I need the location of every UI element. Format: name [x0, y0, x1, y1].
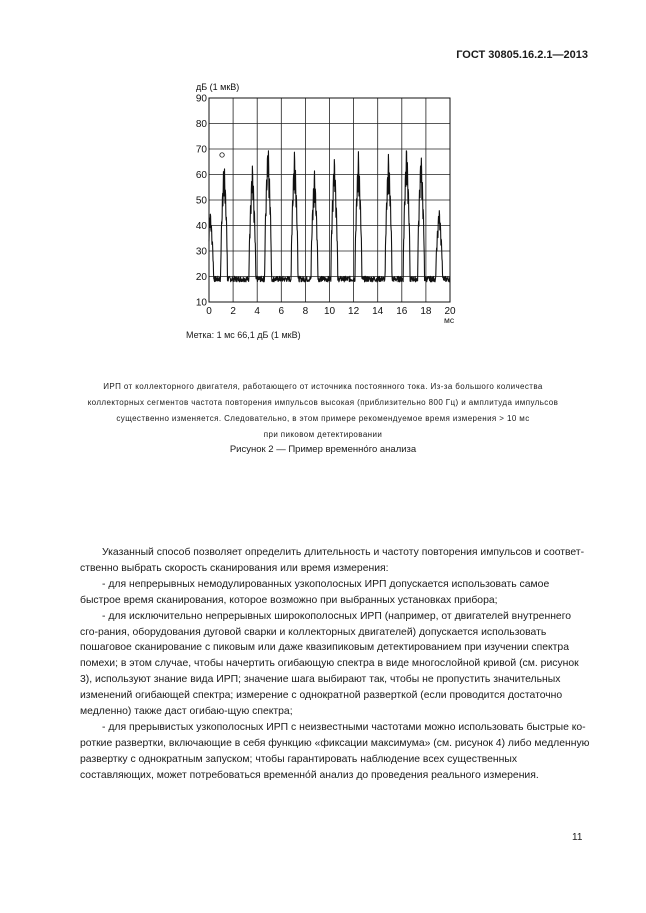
- x-tick-label: 8: [302, 306, 309, 317]
- y-tick-label: 20: [195, 272, 207, 283]
- x-tick-label: 4: [254, 306, 260, 317]
- peak-marker: [220, 153, 224, 157]
- figure-note-line: ИРП от коллекторного двигателя, работающего от источника постоянного тока. Из-за большого количества: [103, 382, 543, 391]
- marker-note: Метка: 1 мс 66,1 дБ (1 мкВ): [186, 330, 301, 340]
- y-tick-label: 70: [195, 144, 207, 156]
- y-tick-label: 80: [195, 119, 207, 130]
- figure-notes: [60, 379, 586, 443]
- y-tick-label: 50: [195, 195, 207, 207]
- figure-note-line: коллекторных сегментов частота повторения импульсов высокая (приблизительно 800 Гц) и амплитуда импульсов: [87, 398, 559, 407]
- x-tick-label: 20: [444, 306, 456, 317]
- paragraph: - для исключительно непрерывных широкополосных ИРП (например, от двигателей внутреннего сго-рания, оборудования дуговой сварки и коллекторных двигателей) допускается использовать пошаговое сканирование с пиковым или даже квазипиковым детектированием при изучении спектра помехи; в этом случае, чтобы начертить огибающую спектра в виде многослойной кривой (см. рисунок 3), используют знание вида ИРП; значение шага выбирают так, чтобы не пропустить значительных изменений огибающей спектра; измерение с однократной разверткой (если проводится достаточно медленно) также даст огибаю-щую спектра;: [80, 610, 579, 718]
- figure-time-analysis: [180, 80, 470, 340]
- chart-labels: [196, 82, 456, 325]
- x-tick-label: 0: [206, 306, 212, 317]
- figure-note-line: существенно изменяется. Следовательно, в этом примере рекомендуемое время измерения > 10 мс: [116, 414, 530, 423]
- y-tick-label: 10: [195, 297, 207, 309]
- x-tick-label: 14: [372, 306, 384, 317]
- x-tick-label: 2: [230, 306, 236, 317]
- y-tick-label: 40: [195, 221, 207, 232]
- paragraph: - для непрерывных немодулированных узкополосных ИРП допускается использовать самое быстрое время сканирования, которое возможно при выбранных установках прибора;: [80, 578, 550, 606]
- y-tick-label: 30: [195, 246, 207, 258]
- y-tick-label: 90: [195, 93, 207, 105]
- x-tick-label: 6: [278, 306, 285, 317]
- y-tick-label: 60: [195, 170, 207, 181]
- paragraph: - для прерывистых узкополосных ИРП с неизвестными частотами можно использовать быстрые ко-роткие развертки, включающие в себя функцию «фиксации максимума» (см. рисунок 4) либо медленную развертку с однократным запуском; чтобы гарантировать наблюдение всех существенных составляющих, может потребоваться временно́й анализ до проведения реального измерения.: [80, 721, 590, 781]
- x-tick-label: 10: [323, 306, 336, 317]
- time-analysis-chart: [180, 80, 470, 340]
- x-tick-label: 16: [396, 306, 408, 317]
- chart-grid: [209, 98, 450, 302]
- body-text: [80, 545, 590, 784]
- x-tick-label: 18: [420, 306, 432, 317]
- figure-note-line: при пиковом детектировании: [263, 430, 383, 439]
- y-axis-label: дБ (1 мкВ): [196, 82, 240, 92]
- standard-header: ГОСТ 30805.16.2.1—2013: [456, 49, 588, 61]
- x-axis-label: мс: [444, 315, 455, 325]
- figure-title: Рисунок 2 — Пример временно́го анализа: [229, 444, 417, 455]
- paragraph: Указанный способ позволяет определить длительность и частоту повторения импульсов и соответ-ственно выбрать скорость сканирования или время измерения:: [80, 547, 585, 574]
- x-tick-label: 12: [348, 306, 360, 317]
- page-number: 11: [572, 832, 583, 843]
